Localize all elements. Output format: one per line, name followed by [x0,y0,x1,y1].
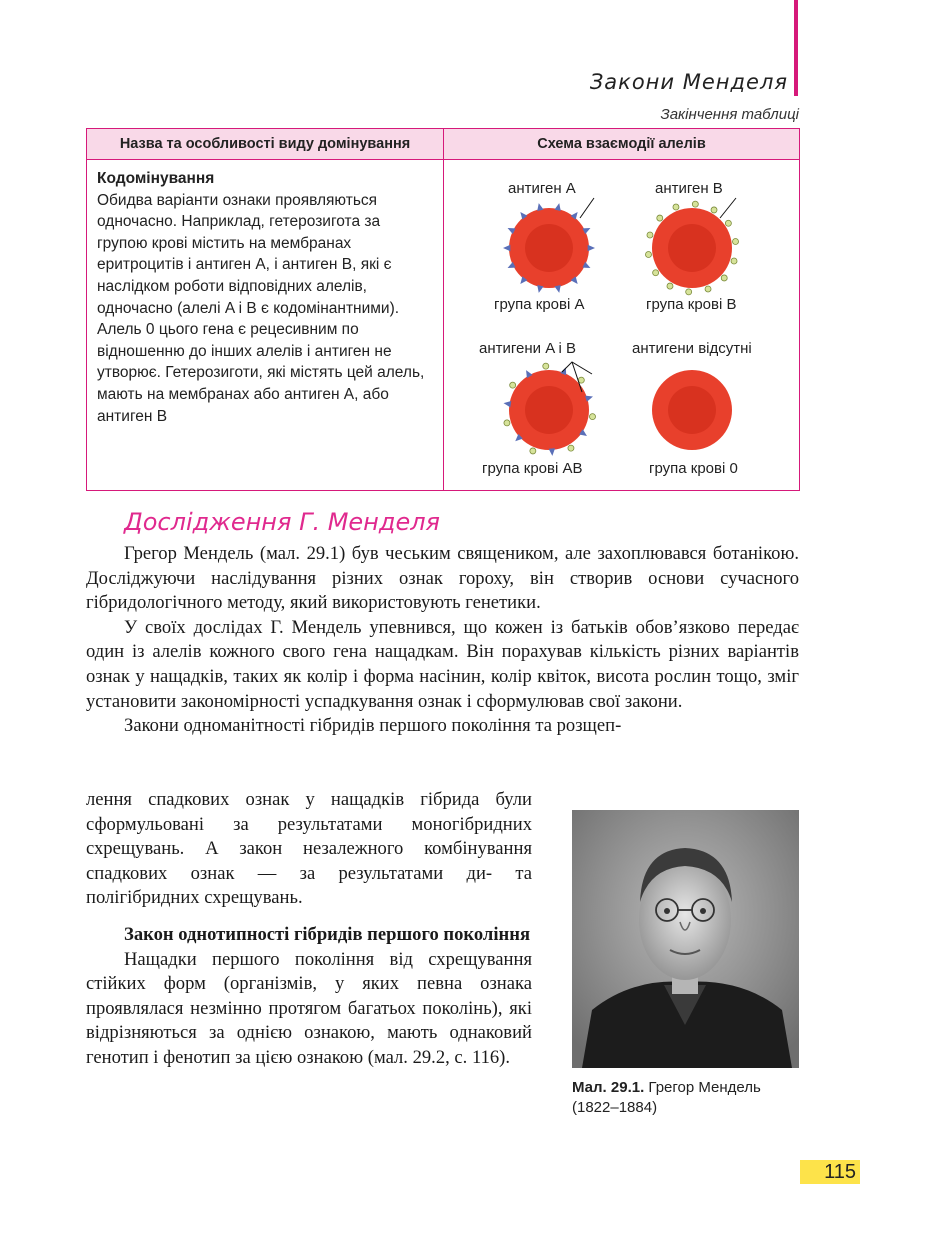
label-antigens-ab: антигени A і B [479,340,577,357]
running-title: Закони Менделя [589,70,788,94]
antigen-b-marker [705,286,711,292]
table-continuation-note: Закінчення таблиці [660,106,799,123]
antigen-b-marker [657,215,663,221]
label-blood-group-a: група крові A [494,296,585,313]
table-header-col2: Схема взаємодії алелів [444,129,800,160]
text-block-left [86,788,532,1071]
antigen-b-marker [667,283,673,289]
allele-diagram [444,160,799,490]
antigen-b-marker [589,414,595,420]
antigen-a-marker [549,448,555,456]
antigen-b-marker [725,220,731,226]
antigen-b-marker [647,232,653,238]
erythrocyte-center [525,386,573,434]
paragraph-4: Нащадки першого покоління від схрещування стійких форм (організмів, у яких певна ознака проявлялася незмінно протягом багатьох поколінь), які відрізняються за однією ознакою, мають однаковий генотип і фенотип за цією ознакою (мал. 29.2, с. 116). [86,948,532,1068]
dominance-table [86,128,800,491]
caption-label: Мал. 29.1. [572,1079,645,1096]
label-antigen-a: антиген A [508,180,576,197]
pointer-line-b [720,198,736,218]
page-number: 115 [800,1160,860,1184]
antigen-a-marker [504,401,512,407]
section-title: Дослідження Г. Менделя [124,508,440,536]
antigen-b-marker [673,204,679,210]
pointer-line-ab-a [562,362,592,374]
erythrocyte-center [668,386,716,434]
text-block-top [86,542,799,739]
erythrocyte-center [668,224,716,272]
antigen-b-marker [653,270,659,276]
antigen-b-marker [733,238,739,244]
table-cell-description [87,160,444,491]
dominance-term: Кодомінування [97,170,215,187]
antigen-b-marker [543,363,549,369]
antigen-a-marker [588,245,595,251]
antigen-b-marker [711,207,717,213]
label-antigens-none: антигени відсутні [632,340,752,357]
antigen-b-marker [510,382,516,388]
label-blood-group-b: група крові B [646,296,737,313]
table-cell-diagram [444,160,800,491]
antigen-a-marker [503,245,510,251]
label-antigen-b: антиген B [655,180,723,197]
mendel-portrait [572,810,799,1068]
caption-text: Грегор Мендель (1822–1884) [572,1079,761,1116]
antigen-b-marker [504,420,510,426]
erythrocyte-illustrations [444,160,800,490]
antigen-b-marker [530,448,536,454]
figure-caption [572,1078,802,1118]
antigen-b-marker [645,252,651,258]
dominance-description: Обидва варіанти ознаки проявляються одночасно. Наприклад, гетерозигота за групою крові містить на мембранах еритроцитів і антиген A, і антиген B, які є наслідком роботи відповідних алелів, одночасно (алелі A і B є кодомінантними). Алель 0 цього гена є рецесивним по відношенню до інших алелів і антиген не утворює. Гетерозиготи, які містять цей алель, мають на мембранах або антиген A, або антиген B [97,191,425,425]
paragraph-1: Грегор Мендель (мал. 29.1) був чеським священиком, але захоплювався ботанікою. Досліджуючи наслідування різних ознак гороху, він створив основи сучасного гібридологічного методу, який використовують генетики. [86,543,799,614]
antigen-b-marker [568,445,574,451]
label-blood-group-ab: група крові AB [482,460,583,477]
paragraph-3-rest: лення спадкових ознак у нащадків гібрида були сформульовані за результатами моногібридних схрещувань. А закон незалежного комбінування спадкових ознак — за результатами ди- та полігібридних схрещувань. [86,789,532,909]
antigen-b-marker [731,258,737,264]
header-accent-bar [794,0,798,96]
antigen-b-marker [686,289,692,295]
paragraph-3-first-line: Закони одноманітності гібридів першого покоління та розщеп- [124,715,622,737]
subheading: Закон однотипності гібридів першого покоління [124,923,531,945]
label-blood-group-0: група крові 0 [649,460,738,477]
antigen-b-marker [721,275,727,281]
erythrocyte-center [525,224,573,272]
pointer-line-a [580,198,594,218]
antigen-b-marker [692,201,698,207]
table-header-col1: Назва та особливості виду домінування [87,129,444,160]
paragraph-2: У своїх дослідах Г. Мендель упевнився, що кожен із батьків обов’язково передає один із алелів кожного свого гена нащадкам. Він порахував кількість різних варіантів ознак у нащадків, таких як колір і форма насінин, колір квіток, висота рослин тощо, зміг установити закономірності успадкування ознак і сформулював свої закони. [86,616,799,712]
